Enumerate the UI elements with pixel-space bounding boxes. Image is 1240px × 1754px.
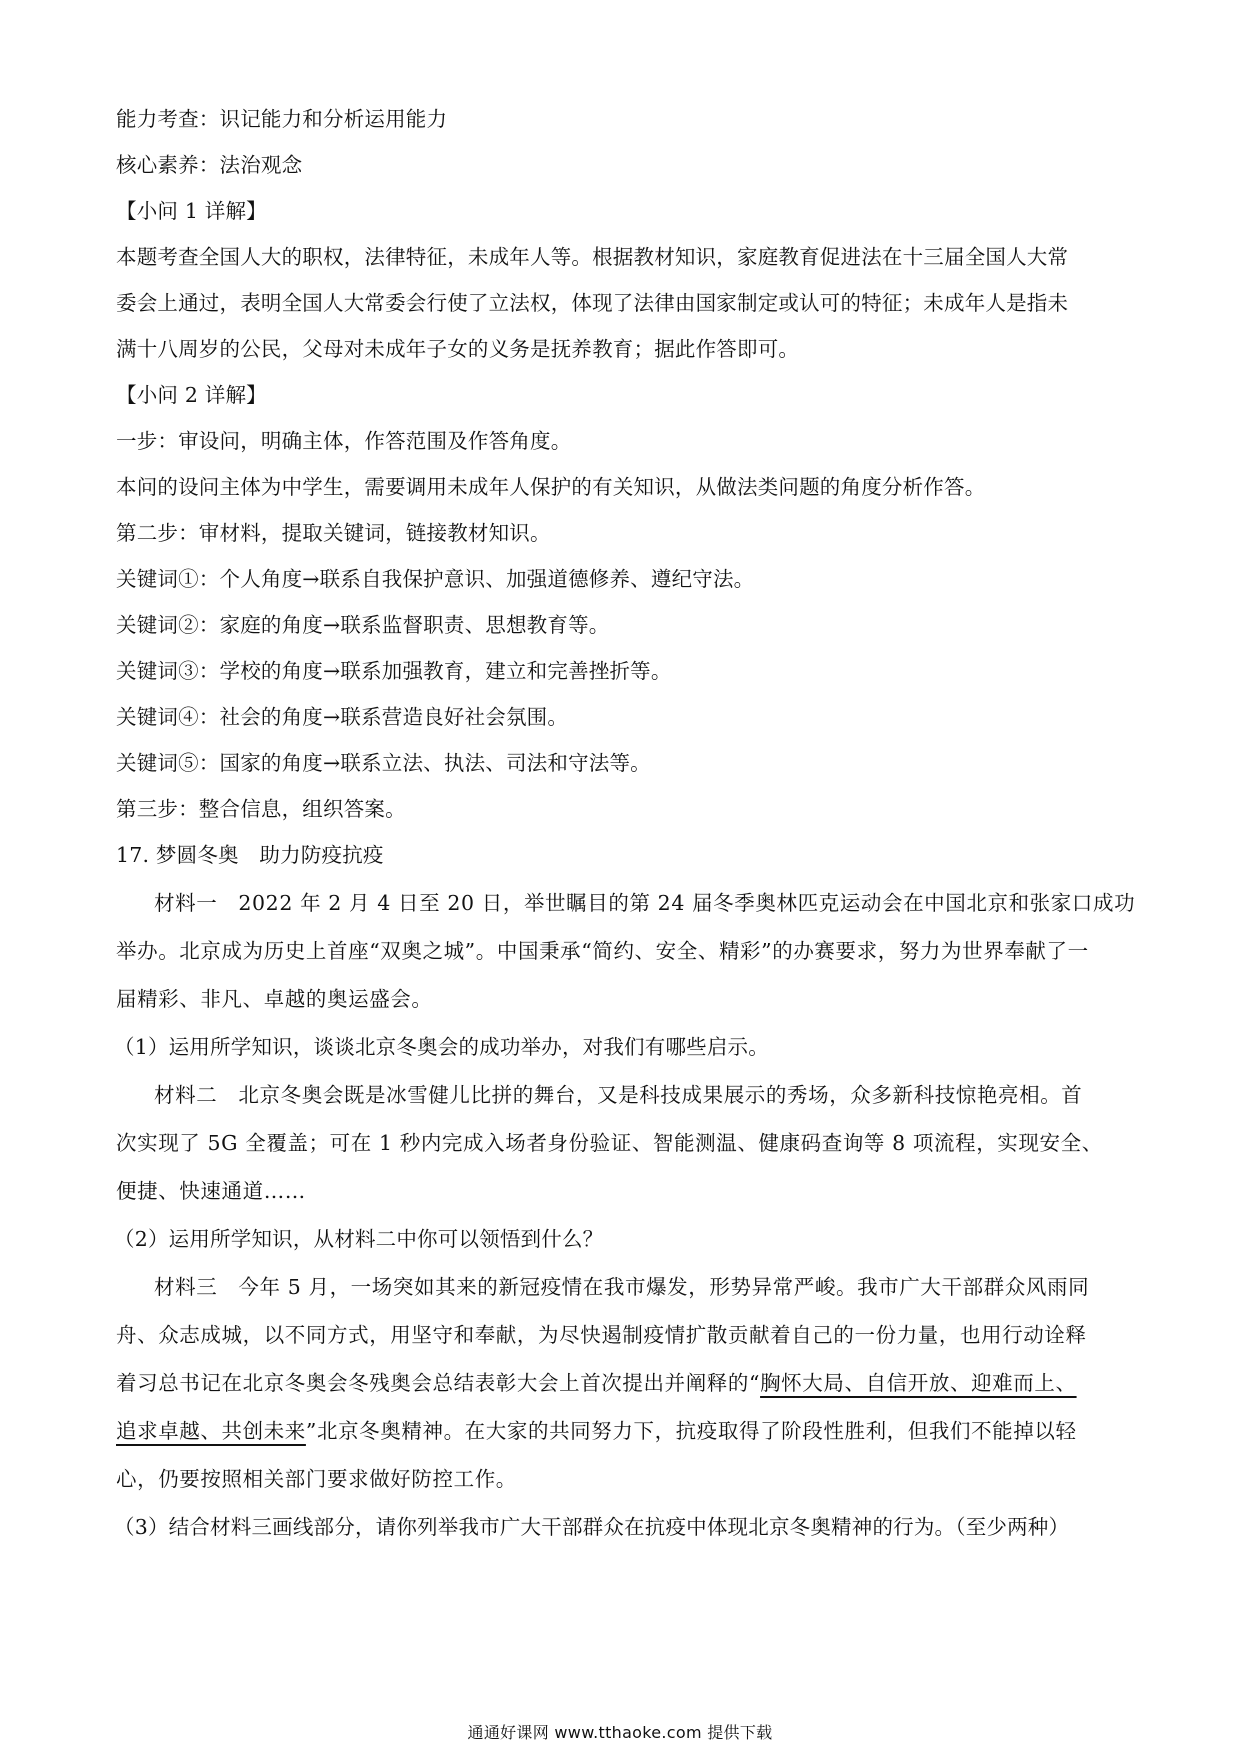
q1-detail-line-2: 委会上通过，表明全国人大常委会行使了立法权，体现了法律由国家制定或认可的特征；未成年人是指未	[116, 291, 1069, 315]
material-3-line-1: 材料三 今年 5 月，一场突如其来的新冠疫情在我市爆发，形势异常严峻。我市广大干部群众风雨同	[154, 1275, 1090, 1299]
q1-detail-heading: 【小问 1 详解】	[116, 199, 267, 223]
material-3-line-4	[116, 1416, 1077, 1446]
q2-detail-line-3: 第二步：审材料，提取关键词，链接教材知识。	[116, 521, 551, 545]
q2-detail-heading: 【小问 2 详解】	[116, 383, 267, 407]
q2-detail-line-9: 第三步：整合信息，组织答案。	[116, 797, 406, 821]
page-footer: 通通好课网 www.tthaoke.com 提供下载	[467, 1723, 773, 1742]
material-1-line-2: 举办。北京成为历史上首座“双奥之城”。中国秉承“简约、安全、精彩”的办赛要求，努力为世界奉献了一	[116, 939, 1089, 963]
question-17-1: （1）运用所学知识，谈谈北京冬奥会的成功举办，对我们有哪些启示。	[114, 1035, 769, 1059]
material-3-line-3	[116, 1368, 1077, 1398]
q2-detail-line-4: 关键词①：个人角度→联系自我保护意识、加强道德修养、遵纪守法。	[116, 567, 755, 591]
q1-detail-line-3: 满十八周岁的公民，父母对未成年子女的义务是抚养教育；据此作答即可。	[116, 337, 800, 361]
material-2-line-2: 次实现了 5G 全覆盖；可在 1 秒内完成入场者身份验证、智能测温、健康码查询等 8 项流程，实现安全、	[116, 1131, 1103, 1155]
material-3-underlined-spirit-part-1: 胸怀大局、自信开放、迎难而上、	[760, 1371, 1077, 1395]
question-17-3: （3）结合材料三画线部分，请你列举我市广大干部群众在抗疫中体现北京冬奥精神的行为。（至少两种）	[114, 1515, 1070, 1539]
material-1-line-1: 材料一 2022 年 2 月 4 日至 20 日，举世瞩目的第 24 届冬季奥林匹克运动会在中国北京和张家口成功	[154, 891, 1136, 915]
q2-detail-line-1: 一步：审设问，明确主体，作答范围及作答角度。	[116, 429, 572, 453]
ability-line: 能力考查：识记能力和分析运用能力	[116, 107, 448, 131]
q2-detail-line-6: 关键词③：学校的角度→联系加强教育，建立和完善挫折等。	[116, 659, 672, 683]
literacy-line: 核心素养：法治观念	[116, 153, 303, 177]
q2-detail-line-5: 关键词②：家庭的角度→联系监督职责、思想教育等。	[116, 613, 610, 637]
q1-detail-line-1: 本题考查全国人大的职权，法律特征，未成年人等。根据教材知识，家庭教育促进法在十三届全国人大常	[116, 245, 1069, 269]
q2-detail-line-8: 关键词⑤：国家的角度→联系立法、执法、司法和守法等。	[116, 751, 651, 775]
q2-detail-line-2: 本问的设问主体为中学生，需要调用未成年人保护的有关知识，从做法类问题的角度分析作答。	[116, 475, 986, 499]
material-3-line-4-suffix: ”北京冬奥精神。在大家的共同努力下，抗疫取得了阶段性胜利，但我们不能掉以轻	[305, 1419, 1077, 1443]
question-17-title: 17. 梦圆冬奥 助力防疫抗疫	[116, 843, 384, 867]
material-3-line-3-prefix: 着习总书记在北京冬奥会冬残奥会总结表彰大会上首次提出并阐释的“	[116, 1371, 761, 1395]
material-2-line-1: 材料二 北京冬奥会既是冰雪健儿比拼的舞台，又是科技成果展示的秀场，众多新科技惊艳亮相。首	[154, 1083, 1083, 1107]
material-1-line-3: 届精彩、非凡、卓越的奥运盛会。	[116, 987, 433, 1011]
material-3-line-5: 心，仍要按照相关部门要求做好防控工作。	[116, 1467, 517, 1491]
material-3-underlined-spirit-part-2: 追求卓越、共创未来	[116, 1419, 306, 1443]
q2-detail-line-7: 关键词④：社会的角度→联系营造良好社会氛围。	[116, 705, 569, 729]
material-2-line-3: 便捷、快速通道……	[116, 1179, 306, 1203]
material-3-line-2: 舟、众志成城，以不同方式，用坚守和奉献，为尽快遏制疫情扩散贡献着自己的一份力量，也用行动诠释	[116, 1323, 1087, 1347]
question-17-2: （2）运用所学知识，从材料二中你可以领悟到什么？	[114, 1227, 604, 1251]
